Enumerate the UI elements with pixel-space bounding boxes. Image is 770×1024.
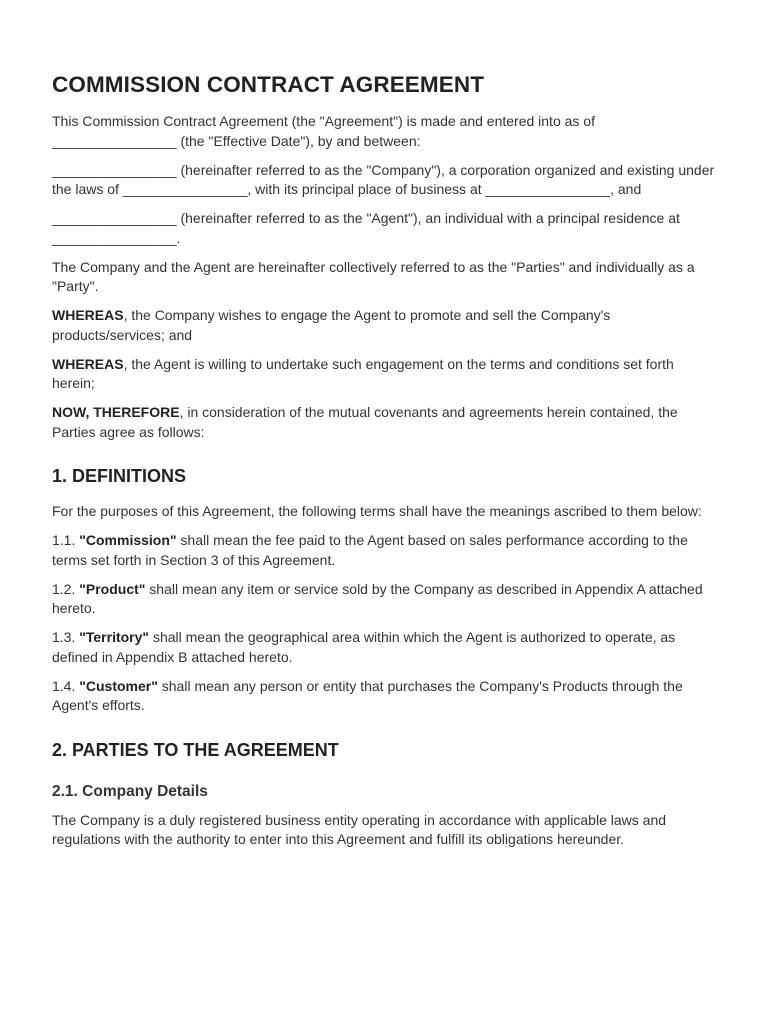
definition-term: "Territory"	[79, 629, 150, 645]
subsection-2-1-heading: 2.1. Company Details	[52, 782, 208, 800]
definition-item	[52, 677, 718, 716]
recital-1	[52, 306, 718, 345]
definition-number: 1.3.	[52, 629, 80, 645]
definition-number: 1.4.	[52, 677, 80, 694]
definition-text: shall mean any item or service sold by the Company as described in Appendix A attached hereto.	[52, 580, 703, 616]
recital-3	[52, 403, 718, 442]
definition-term: "Customer"	[79, 677, 158, 694]
company-paragraph: ________________ (hereinafter referred to as the "Company"), a corporation organized and existing under the laws of ________________, with its principal place of business at ________________, and	[52, 161, 715, 197]
section-1-heading: 1. DEFINITIONS	[52, 466, 187, 486]
definition-item	[52, 628, 718, 667]
recital-lead: NOW, THEREFORE	[52, 404, 180, 420]
recital-text: , the Company wishes to engage the Agent to promote and sell the Company's products/services; and	[52, 307, 611, 343]
recital-lead: WHEREAS	[52, 355, 124, 372]
agent-paragraph: ________________ (hereinafter referred to as the "Agent"), an individual with a principal residence at ________________.	[52, 210, 680, 246]
recital-text: , in consideration of the mutual covenants and agreements herein contained, the Parties agree as follows:	[52, 404, 678, 440]
recital-lead: WHEREAS	[52, 307, 124, 323]
section-2-heading: 2. PARTIES TO THE AGREEMENT	[52, 739, 339, 760]
definition-number: 1.2.	[52, 580, 80, 597]
definition-term: "Commission"	[79, 532, 177, 548]
document-title: COMMISSION CONTRACT AGREEMENT	[52, 72, 485, 97]
definition-text: shall mean the fee paid to the Agent based on sales performance according to the terms set forth in Section 3 of this Agreement.	[52, 532, 688, 568]
recital-text: , the Agent is willing to undertake such engagement on the terms and conditions set forth herein;	[52, 355, 674, 391]
definition-item	[52, 580, 718, 619]
definition-item	[52, 531, 718, 570]
section-1-intro: For the purposes of this Agreement, the following terms shall have the meanings ascribed to them below:	[52, 503, 702, 519]
parties-paragraph: The Company and the Agent are hereinafter collectively referred to as the "Parties" and individually as a "Party".	[52, 258, 695, 294]
definition-term: "Product"	[79, 580, 146, 597]
intro-paragraph: This Commission Contract Agreement (the "Agreement") is made and entered into as of ________________ (the "Effective Date"), by and between:	[52, 113, 595, 149]
definition-text: shall mean the geographical area within which the Agent is authorized to operate, as defined in Appendix B attached hereto.	[52, 629, 676, 665]
recital-2	[52, 355, 718, 394]
definition-number: 1.1.	[52, 532, 80, 548]
subsection-2-1-text: The Company is a duly registered business entity operating in accordance with applicable laws and regulations with the authority to enter into this Agreement and fulfill its obligations hereunder.	[52, 811, 667, 847]
definition-text: shall mean any person or entity that purchases the Company's Products through the Agent's efforts.	[52, 677, 683, 713]
